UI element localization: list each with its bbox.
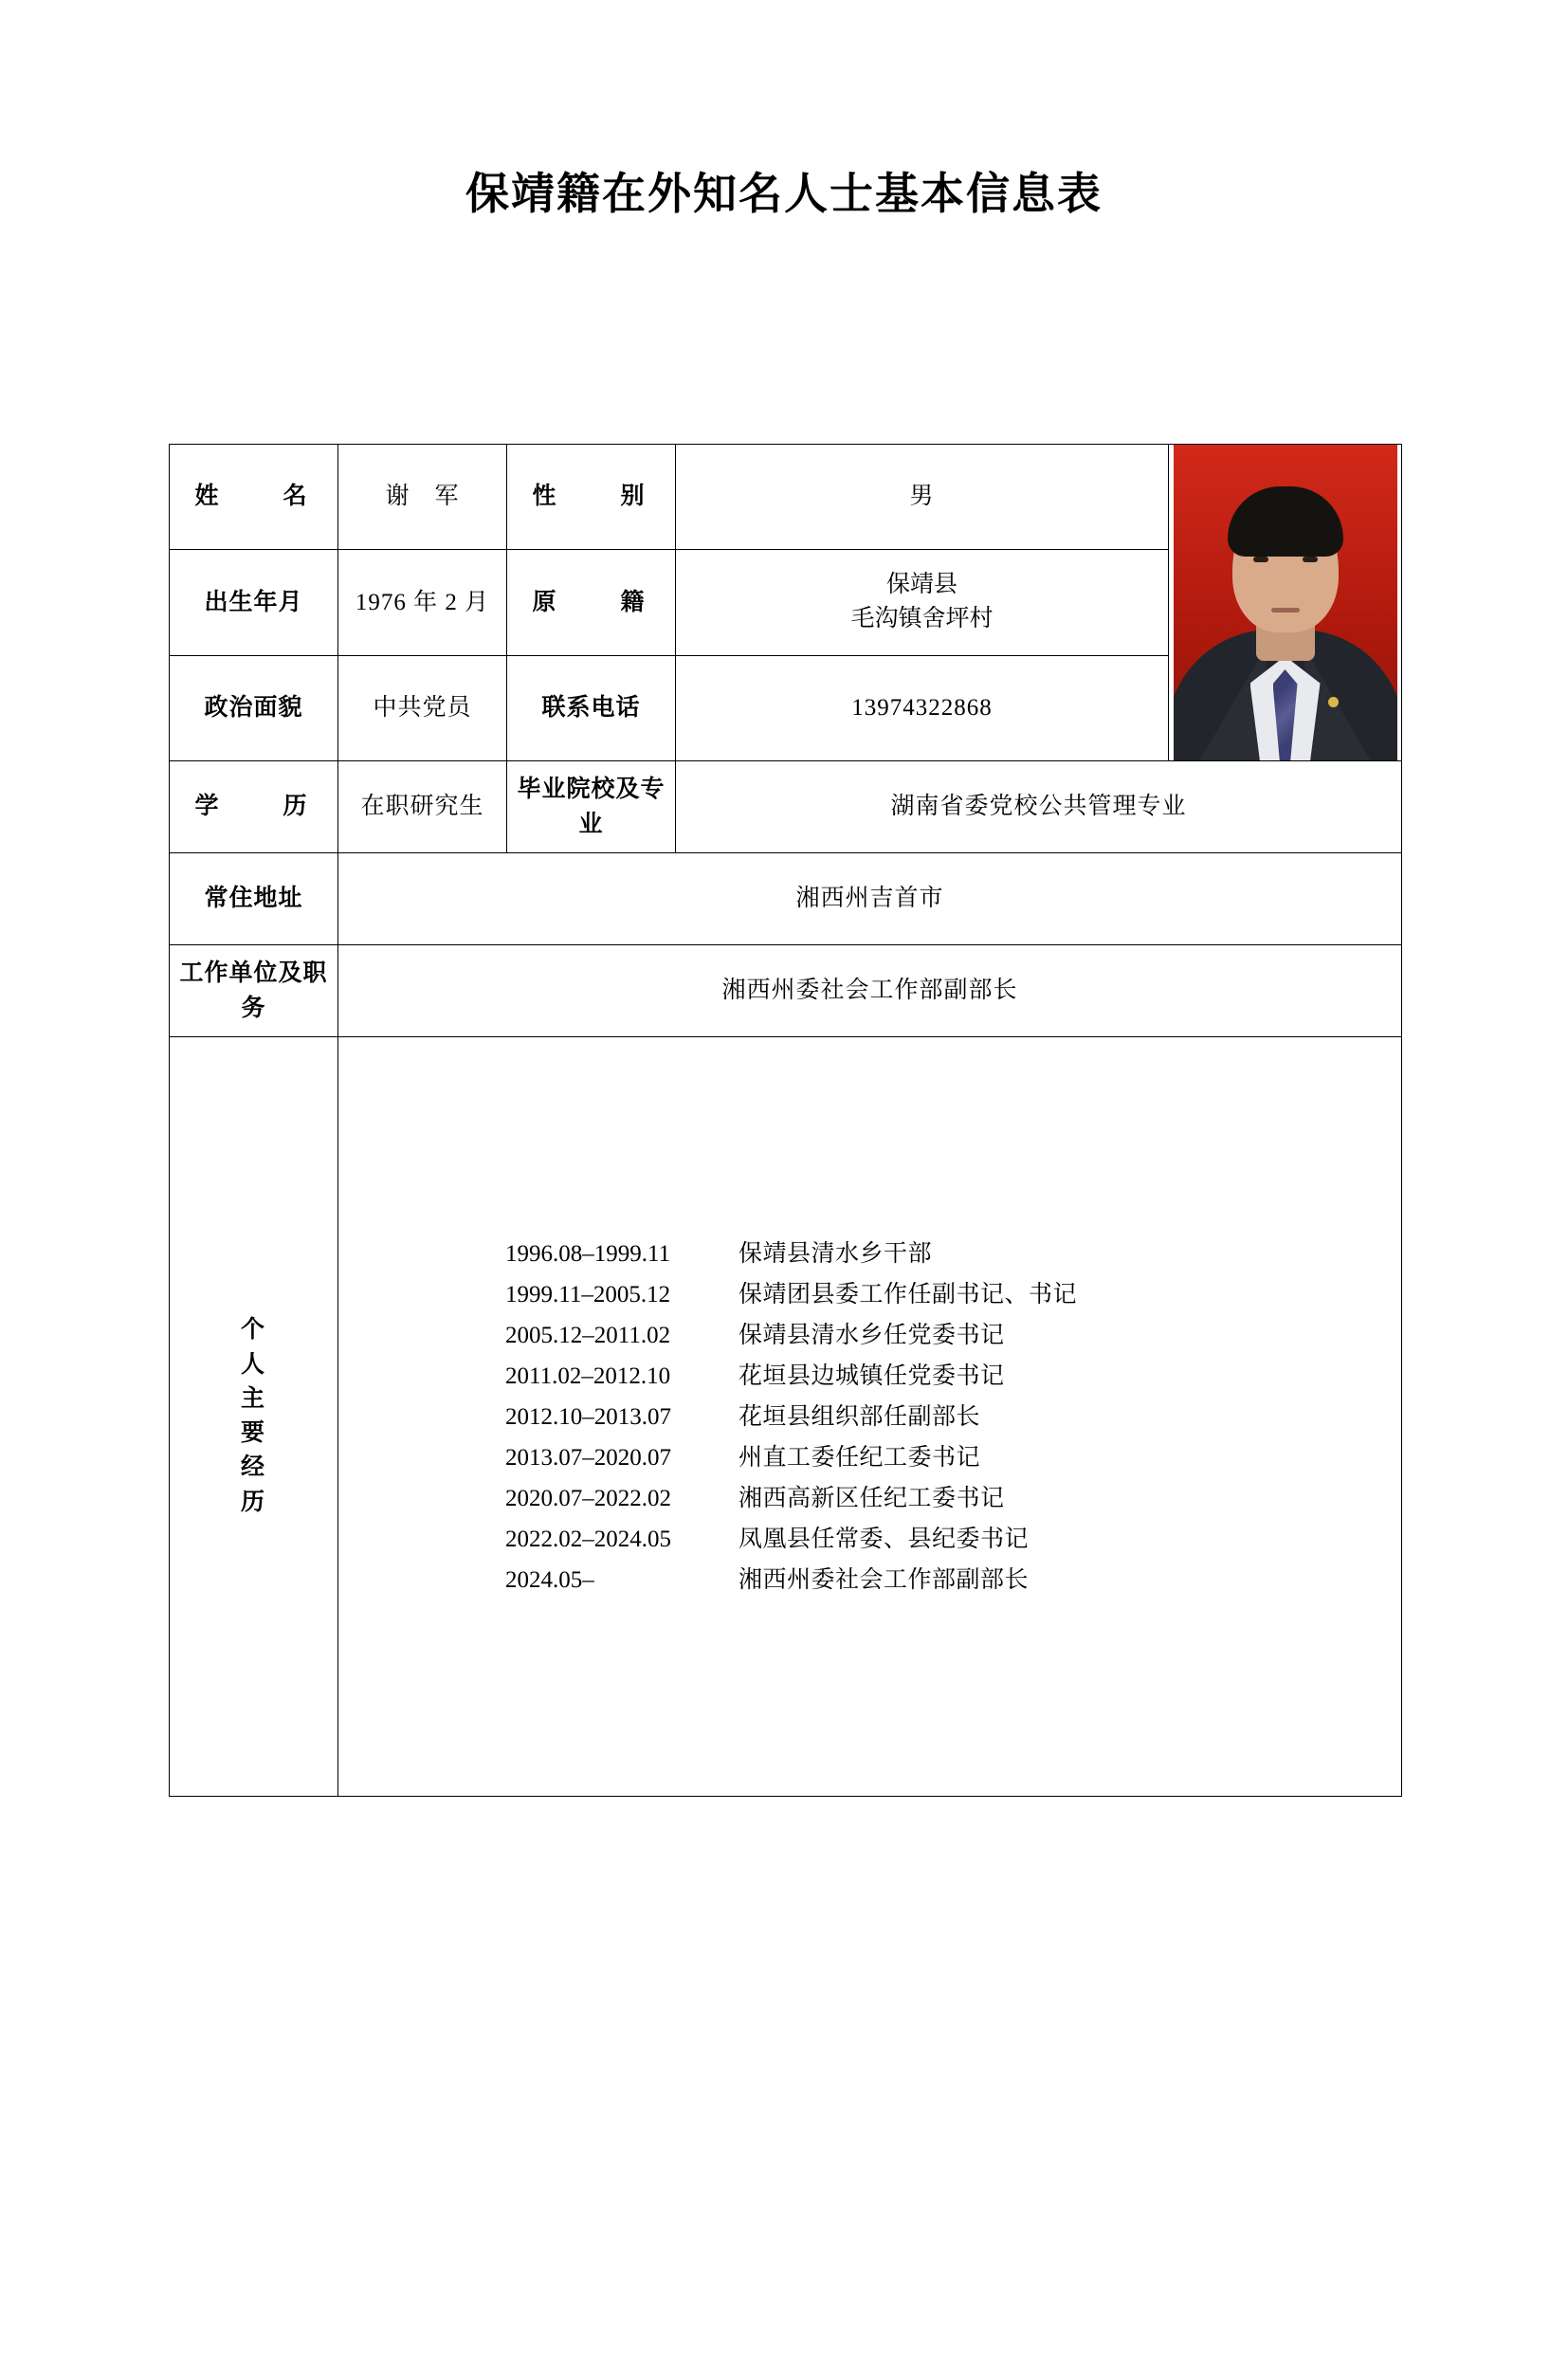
label-name: 姓 名 bbox=[170, 445, 338, 550]
page-title: 保靖籍在外知名人士基本信息表 bbox=[465, 170, 1103, 218]
value-political-status: 中共党员 bbox=[338, 655, 507, 760]
list-item bbox=[505, 1560, 1401, 1600]
eye-right-shape bbox=[1303, 557, 1318, 562]
resume-period: 1996.08–1999.11 bbox=[505, 1240, 671, 1267]
resume-description: 保靖团县委工作任副书记、书记 bbox=[738, 1281, 1078, 1307]
table-row bbox=[170, 853, 1402, 945]
resume-description: 保靖县清水乡干部 bbox=[738, 1240, 933, 1267]
list-item bbox=[505, 1315, 1401, 1356]
lapel-pin-icon bbox=[1328, 697, 1339, 707]
value-work-unit: 湘西州委社会工作部副部长 bbox=[338, 945, 1402, 1037]
resume-list bbox=[505, 1234, 1401, 1600]
eye-left-shape bbox=[1253, 557, 1268, 562]
resume-description: 湘西高新区任纪工委书记 bbox=[738, 1485, 1005, 1511]
value-origin-line2: 毛沟镇舍坪村 bbox=[850, 606, 994, 632]
resume-description: 州直工委任纪工委书记 bbox=[738, 1444, 981, 1471]
label-education: 学 历 bbox=[170, 761, 338, 853]
info-table bbox=[169, 444, 1402, 1797]
label-gender: 性 别 bbox=[507, 445, 676, 550]
value-origin-line1: 保靖县 bbox=[886, 572, 958, 598]
resume-label-char: 主 bbox=[240, 1385, 266, 1412]
value-birth-date: 1976 年 2 月 bbox=[338, 550, 507, 655]
list-item bbox=[505, 1274, 1401, 1315]
label-work-unit: 工作单位及职务 bbox=[170, 945, 338, 1037]
resume-description: 花垣县边城镇任党委书记 bbox=[738, 1362, 1005, 1389]
value-school-major: 湖南省委党校公共管理专业 bbox=[676, 761, 1402, 853]
resume-label-char: 个 bbox=[240, 1317, 266, 1344]
value-education: 在职研究生 bbox=[338, 761, 507, 853]
label-phone: 联系电话 bbox=[507, 655, 676, 760]
resume-label-char: 要 bbox=[240, 1420, 266, 1446]
table-row bbox=[170, 445, 1402, 550]
resume-period: 2011.02–2012.10 bbox=[505, 1362, 671, 1389]
value-gender: 男 bbox=[676, 445, 1169, 550]
resume-period: 2013.07–2020.07 bbox=[505, 1444, 671, 1471]
label-political-status: 政治面貌 bbox=[170, 655, 338, 760]
resume-period: 2005.12–2011.02 bbox=[505, 1322, 671, 1348]
resume-label-char: 人 bbox=[240, 1351, 266, 1378]
resume-period: 1999.11–2005.12 bbox=[505, 1281, 671, 1307]
resume-description: 保靖县清水乡任党委书记 bbox=[738, 1322, 1005, 1348]
document-page bbox=[0, 159, 1568, 2377]
list-item bbox=[505, 1397, 1401, 1437]
value-personal-resume bbox=[338, 1037, 1402, 1797]
resume-period: 2012.10–2013.07 bbox=[505, 1403, 671, 1430]
label-origin: 原 籍 bbox=[507, 550, 676, 655]
resume-description: 花垣县组织部任副部长 bbox=[738, 1403, 981, 1430]
value-name: 谢 军 bbox=[338, 445, 507, 550]
resume-period: 2020.07–2022.02 bbox=[505, 1485, 671, 1511]
resume-description: 湘西州委社会工作部副部长 bbox=[738, 1566, 1030, 1593]
list-item bbox=[505, 1437, 1401, 1478]
photo-cell bbox=[1169, 445, 1402, 761]
value-origin bbox=[676, 550, 1169, 655]
portrait-photo bbox=[1174, 445, 1397, 760]
resume-description: 凤凰县任常委、县纪委书记 bbox=[738, 1526, 1030, 1552]
label-birth-date: 出生年月 bbox=[170, 550, 338, 655]
table-row bbox=[170, 1037, 1402, 1797]
label-personal-resume bbox=[170, 1037, 338, 1797]
list-item bbox=[505, 1519, 1401, 1560]
resume-label-char: 经 bbox=[240, 1454, 266, 1481]
resume-period: 2024.05– bbox=[505, 1566, 594, 1593]
value-phone: 13974322868 bbox=[676, 655, 1169, 760]
resume-label-char: 历 bbox=[240, 1489, 266, 1515]
list-item bbox=[505, 1356, 1401, 1397]
label-address: 常住地址 bbox=[170, 853, 338, 945]
info-table-wrapper bbox=[169, 444, 1401, 1797]
label-school-major: 毕业院校及专业 bbox=[507, 761, 676, 853]
resume-period: 2022.02–2024.05 bbox=[505, 1526, 671, 1552]
table-row bbox=[170, 761, 1402, 853]
list-item bbox=[505, 1234, 1401, 1274]
value-address: 湘西州吉首市 bbox=[338, 853, 1402, 945]
table-row bbox=[170, 945, 1402, 1037]
mouth-shape bbox=[1271, 608, 1300, 613]
list-item bbox=[505, 1478, 1401, 1519]
